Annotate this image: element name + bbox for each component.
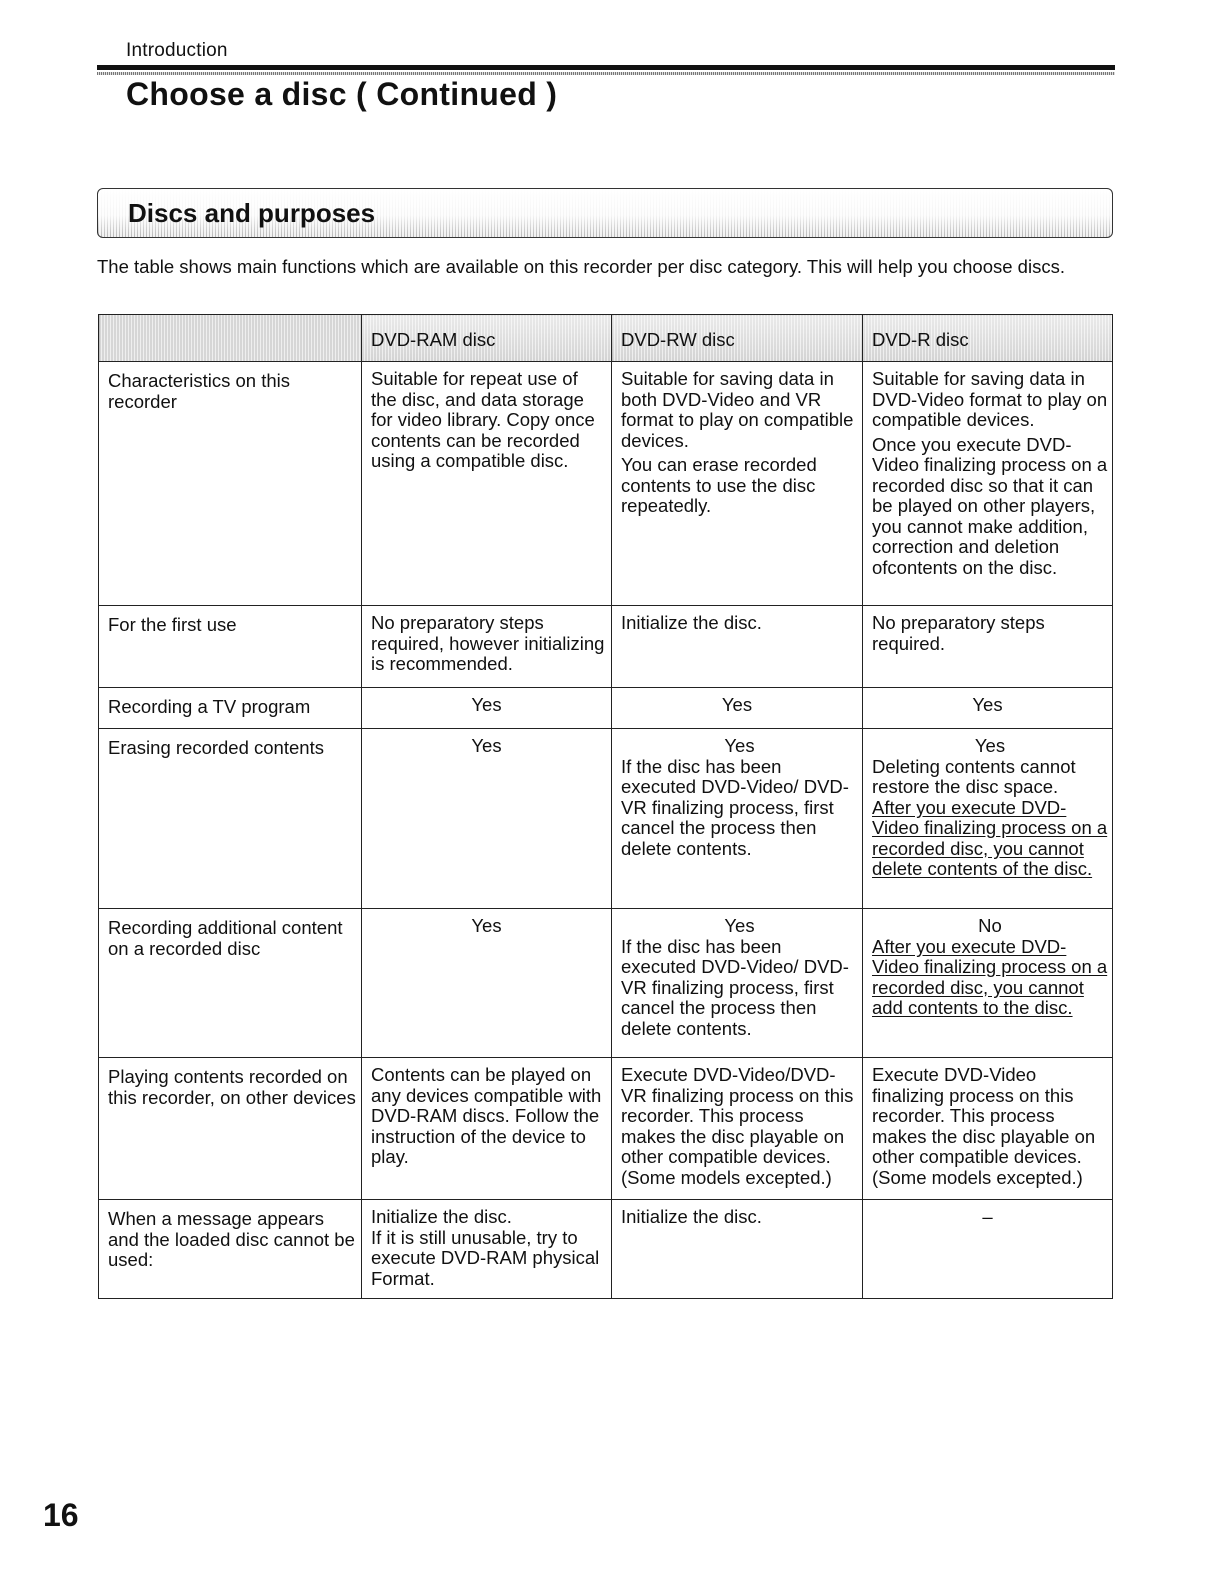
table-cell: Initialize the disc. <box>612 1200 863 1299</box>
table-cell: Yes <box>362 909 612 1058</box>
header-rule-shade <box>97 72 1115 75</box>
page-number: 16 <box>43 1497 79 1533</box>
row-label-text: Characteristics on this recorder <box>108 370 290 412</box>
column-header-dvd-ram: DVD-RAM disc <box>362 315 612 362</box>
row-label <box>99 606 362 688</box>
cell-paragraph: If it is still unusable, try to execute DVD-RAM physical Format. <box>371 1226 600 1289</box>
cell-heading: Yes <box>974 735 1006 756</box>
column-header-dvd-rw: DVD-RW disc <box>612 315 863 362</box>
cell-paragraph: If the disc has been executed DVD-Video/ DVD-VR finalizing process, first cancel the process then delete contents. <box>621 755 849 859</box>
underlined-note: After you execute DVD-Video finalizing process on a recorded disc, you cannot delete contents of the disc. <box>872 796 1108 879</box>
row-label <box>99 1058 362 1200</box>
underlined-note: After you execute DVD-Video finalizing process on a recorded disc, you cannot add contents to the disc. <box>872 935 1108 1018</box>
cell-paragraph: Suitable for saving data in both DVD-Video and VR format to play on compatible devices. <box>621 368 854 451</box>
cell-paragraph: Initialize the disc. <box>371 1206 512 1227</box>
table-cell: No preparatory steps required. <box>863 606 1113 688</box>
table-cell <box>863 909 1113 1058</box>
row-label-text: Erasing recorded contents <box>108 737 324 758</box>
section-label: Introduction <box>126 40 228 61</box>
page-title: Choose a disc ( Continued ) <box>126 76 558 112</box>
table-cell: Yes <box>863 688 1113 729</box>
row-label <box>99 688 362 729</box>
table-row <box>99 729 1113 909</box>
cell-paragraph: Deleting contents cannot restore the disc space. <box>872 755 1076 797</box>
table-cell: Yes <box>362 688 612 729</box>
table-cell: Yes <box>362 729 612 909</box>
row-label <box>99 729 362 909</box>
cell-paragraph: Suitable for saving data in DVD-Video format to play on compatible devices. <box>872 368 1108 430</box>
table-row <box>99 362 1113 606</box>
row-label <box>99 1200 362 1299</box>
table-row <box>99 1200 1113 1299</box>
table-cell: Execute DVD-Video/DVD-VR finalizing process on this recorder. This process makes the disc playable on other compatible devices. (Some models excepted.) <box>612 1058 863 1200</box>
row-label-text: When a message appears and the loaded disc cannot be used: <box>108 1208 355 1270</box>
header-rule <box>97 65 1115 70</box>
table-cell <box>612 362 863 606</box>
row-label-text: Recording additional content on a recorded disc <box>108 917 343 959</box>
cell-heading: No <box>978 915 1002 936</box>
section-heading: Discs and purposes <box>128 198 376 228</box>
table-row <box>99 688 1113 729</box>
table-row <box>99 909 1113 1058</box>
cell-paragraph: If the disc has been executed DVD-Video/ DVD-VR finalizing process, first cancel the process then delete contents. <box>621 935 849 1039</box>
table-row <box>99 606 1113 688</box>
cell-paragraph: You can erase recorded contents to use the disc repeatedly. <box>621 454 817 516</box>
table-cell: Suitable for repeat use of the disc, and data storage for video library. Copy once contents can be recorded using a compatible disc. <box>362 362 612 606</box>
table-cell <box>863 729 1113 909</box>
table-cell <box>612 729 863 909</box>
intro-text: The table shows main functions which are available on this recorder per disc category. This will help you choose discs. <box>97 256 1065 277</box>
cell-heading: Yes <box>724 915 755 936</box>
row-label-text: For the first use <box>108 614 237 635</box>
row-label-text: Playing contents recorded on this recorder, on other devices <box>108 1066 356 1108</box>
cell-heading: Yes <box>724 735 755 756</box>
table-header-row <box>99 315 1113 362</box>
column-header-dvd-r: DVD-R disc <box>863 315 1113 362</box>
cell-paragraph: Once you execute DVD-Video finalizing process on a recorded disc so that it can be played on other players, you cannot make addition, correction and deletion ofcontents on the disc. <box>872 433 1108 578</box>
table-cell <box>612 909 863 1058</box>
table-row <box>99 1058 1113 1200</box>
table-header-corner <box>99 315 362 362</box>
row-label <box>99 909 362 1058</box>
table-cell <box>863 362 1113 606</box>
row-label-text: Recording a TV program <box>108 696 311 717</box>
row-label <box>99 362 362 606</box>
table-cell: Execute DVD-Video finalizing process on this recorder. This process makes the disc playable on other compatible devices. (Some models excepted.) <box>863 1058 1113 1200</box>
section-heading-box <box>97 188 1113 238</box>
table-cell: – <box>863 1200 1113 1299</box>
table-cell: Yes <box>612 688 863 729</box>
table-cell <box>362 1200 612 1299</box>
table-cell: Initialize the disc. <box>612 606 863 688</box>
table-cell: Contents can be played on any devices compatible with DVD-RAM discs. Follow the instruction of the device to play. <box>362 1058 612 1200</box>
disc-purposes-table <box>98 314 1113 1299</box>
table-cell: No preparatory steps required, however initializing is recommended. <box>362 606 612 688</box>
